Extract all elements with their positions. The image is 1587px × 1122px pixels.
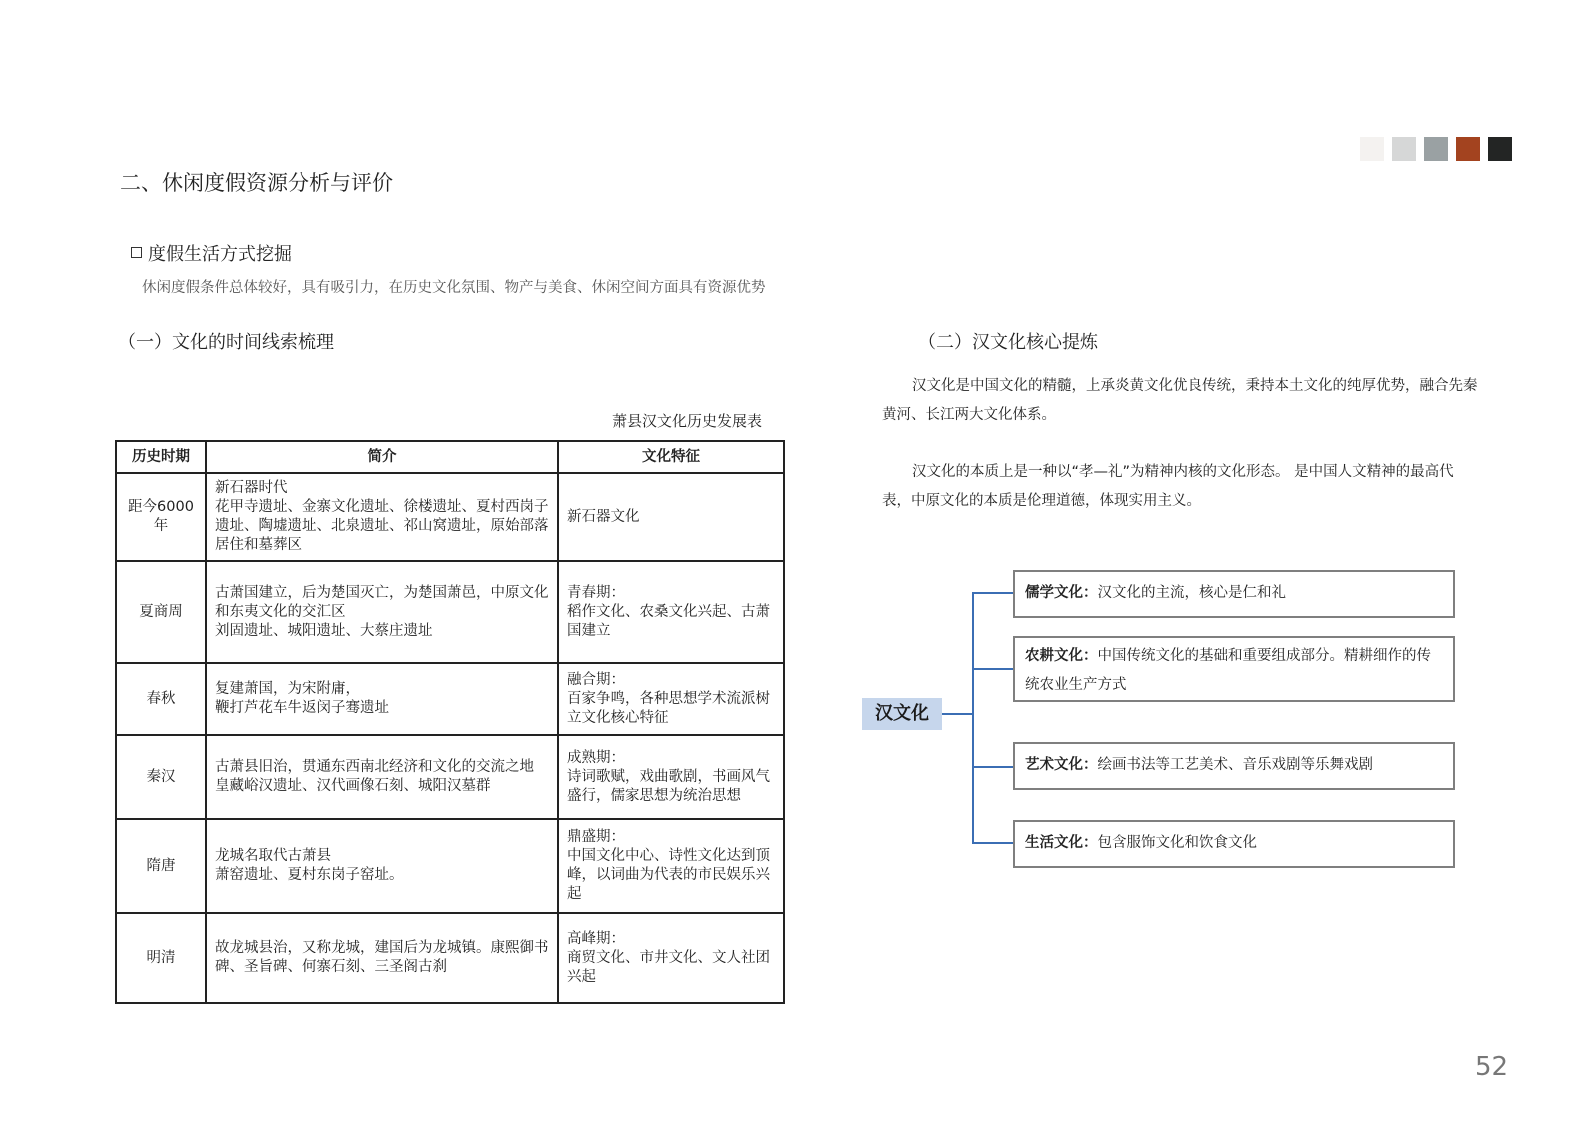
- culture-text: 汉文化的主流，核心是仁和礼: [1097, 585, 1286, 601]
- connector-branch-1: [972, 592, 1013, 594]
- feature-line: 百家争鸣，各种思想学术流派树立文化核心特征: [567, 690, 770, 726]
- intro-line: 古萧县旧治，贯通东西南北经济和文化的交流之地: [215, 759, 534, 775]
- intro-line: 鞭打芦花车牛返闵子骞遗址: [215, 700, 389, 716]
- feature-line: 成熟期：: [567, 749, 625, 766]
- palette-swatch-5: [1488, 137, 1512, 161]
- table-row: [116, 473, 784, 561]
- page-number: 52: [1475, 1052, 1509, 1082]
- intro-line: 龙城名取代古萧县: [215, 848, 331, 864]
- square-bullet-icon: [131, 247, 142, 258]
- summary-text: 休闲度假条件总体较好，具有吸引力，在历史文化氛围、物产与美食、休闲空间方面具有资源优势: [142, 280, 766, 296]
- section-title-timeline: （一）文化的时间线索梳理: [118, 332, 334, 353]
- cell-feature: [558, 819, 784, 913]
- cell-period: 春秋: [116, 663, 206, 735]
- intro-line: 新石器时代: [215, 480, 288, 496]
- cell-period: 距今6000年: [116, 473, 206, 561]
- header-intro: 简介: [206, 441, 558, 473]
- cell-period: 夏商周: [116, 561, 206, 663]
- feature-line: 新石器文化: [567, 508, 640, 525]
- culture-text: 中国传统文化的基础和重要组成部分。精耕细作的传统农业生产方式: [1025, 648, 1431, 693]
- cell-feature: [558, 735, 784, 819]
- table-row: [116, 735, 784, 819]
- intro-line: 故龙城县治，又称龙城，建国后为龙城镇。康熙御书碑、圣旨碑、何寨石刻、三圣阁古刹: [215, 940, 549, 975]
- feature-line: 鼎盛期：: [567, 829, 625, 845]
- table-header-row: [116, 441, 784, 473]
- feature-line: 融合期：: [567, 671, 625, 688]
- culture-box-life: [1013, 820, 1455, 868]
- feature-line: 中国文化中心、诗性文化达到顶峰，以词曲为代表的市民娱乐兴起: [567, 848, 770, 902]
- culture-label: 农耕文化：: [1025, 648, 1098, 664]
- cell-period: 秦汉: [116, 735, 206, 819]
- table-row: [116, 561, 784, 663]
- intro-paragraph-1: 汉文化是中国文化的精髓，上承炎黄文化优良传统，秉持本土文化的纯厚优势，融合先秦黄河、长江两大文化体系。: [882, 378, 1478, 423]
- connector-trunk: [972, 592, 974, 842]
- page-title: 二、休闲度假资源分析与评价: [120, 171, 393, 195]
- culture-box-farming: [1013, 636, 1455, 702]
- header-period: 历史时期: [116, 441, 206, 473]
- intro-line: 刘固遗址、城阳遗址、大蔡庄遗址: [215, 622, 433, 639]
- table-row: [116, 913, 784, 1003]
- cell-feature: [558, 913, 784, 1003]
- culture-label: 艺术文化：: [1025, 757, 1098, 773]
- palette-swatch-4: [1456, 137, 1480, 161]
- diagram-hub: 汉文化: [862, 698, 942, 730]
- cell-feature: [558, 473, 784, 561]
- table-row: [116, 819, 784, 913]
- cell-intro: [206, 663, 558, 735]
- connector-branch-3: [972, 766, 1013, 768]
- palette-swatch-3: [1424, 137, 1448, 161]
- sub-heading-text: 度假生活方式挖掘: [148, 244, 292, 265]
- intro-line: 古萧国建立，后为楚国灭亡，为楚国萧邑，中原文化和东夷文化的交汇区: [215, 584, 549, 620]
- sub-heading: [131, 240, 292, 266]
- intro-line: 皇藏峪汉遗址、汉代画像石刻、城阳汉墓群: [215, 778, 491, 794]
- cell-intro: [206, 735, 558, 819]
- culture-box-art: [1013, 742, 1455, 790]
- cell-intro: [206, 913, 558, 1003]
- cell-intro: [206, 473, 558, 561]
- cell-intro: [206, 819, 558, 913]
- palette-swatch-2: [1392, 137, 1416, 161]
- history-table: [115, 440, 785, 1004]
- intro-line: 萧窑遗址、夏村东岗子窑址。: [215, 867, 404, 883]
- culture-label: 儒学文化：: [1025, 585, 1098, 601]
- culture-text: 绘画书法等工艺美术、音乐戏剧等乐舞戏剧: [1097, 757, 1373, 773]
- feature-line: 稻作文化、农桑文化兴起、古萧国建立: [567, 603, 770, 639]
- connector-hub: [942, 713, 973, 715]
- header-feature: 文化特征: [558, 441, 784, 473]
- cell-feature: [558, 663, 784, 735]
- cell-feature: [558, 561, 784, 663]
- table-caption: 萧县汉文化历史发展表: [612, 412, 763, 430]
- feature-line: 诗词歌赋，戏曲歌剧，书画风气盛行，儒家思想为统治思想: [567, 768, 770, 804]
- culture-text: 包含服饰文化和饮食文化: [1097, 835, 1257, 851]
- connector-branch-2: [972, 668, 1013, 670]
- intro-line: 复建萧国，为宋附庸，: [215, 681, 360, 697]
- feature-line: 青春期：: [567, 584, 625, 601]
- cell-intro: [206, 561, 558, 663]
- culture-label: 生活文化：: [1025, 835, 1098, 851]
- culture-box-confucian: [1013, 570, 1455, 618]
- intro-line: 花甲寺遗址、金寨文化遗址、徐楼遗址、夏村西岗子遗址、陶墟遗址、北泉遗址、祁山窝遗址，原始部落居住和墓葬区: [215, 499, 549, 553]
- section-title-core: （二）汉文化核心提炼: [918, 332, 1098, 353]
- palette-swatch-1: [1360, 137, 1384, 161]
- feature-line: 商贸文化、市井文化、文人社团兴起: [567, 949, 770, 985]
- feature-line: 高峰期：: [567, 930, 625, 947]
- table-row: [116, 663, 784, 735]
- intro-paragraph-2: 汉文化的本质上是一种以“孝—礼”为精神内核的文化形态。 是中国人文精神的最高代表，中原文化的本质是伦理道德，体现实用主义。: [882, 464, 1454, 509]
- connector-branch-4: [972, 842, 1013, 844]
- cell-period: 隋唐: [116, 819, 206, 913]
- cell-period: 明清: [116, 913, 206, 1003]
